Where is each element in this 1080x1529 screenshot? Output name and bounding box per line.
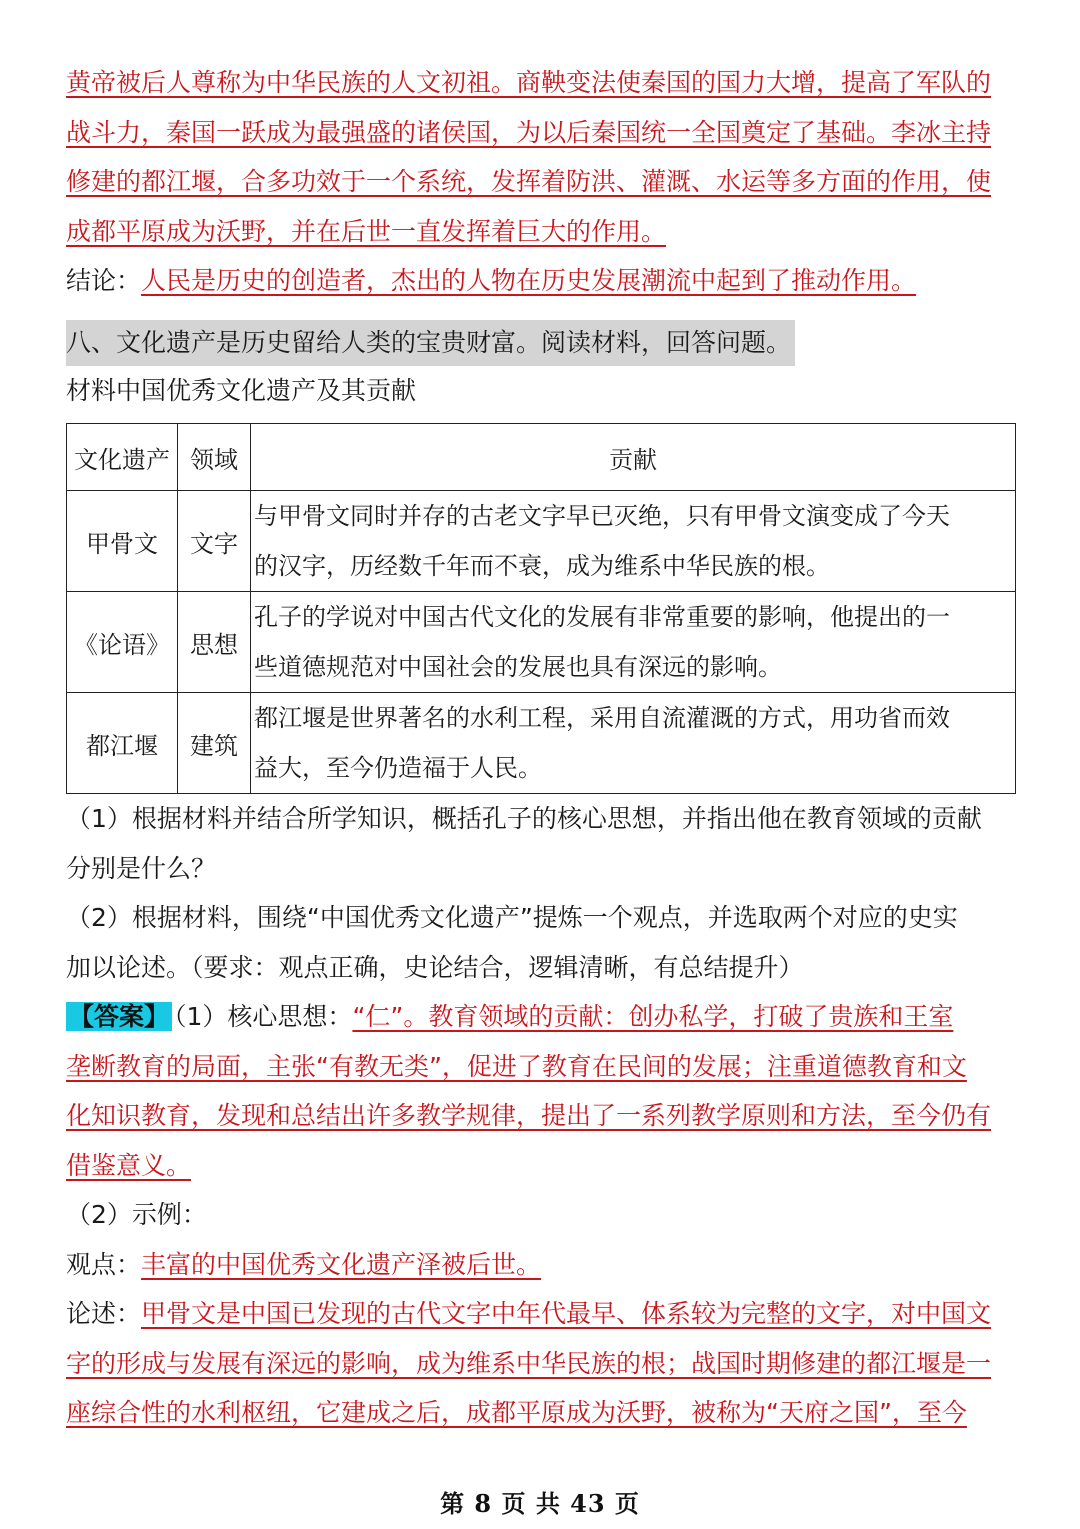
table-row [67,491,1016,592]
header-heritage: 文化遗产 [67,424,178,491]
argument-label: 论述： [66,1299,142,1328]
contribution-line: 些道德规范对中国社会的发展也具有深远的影响。 [254,653,782,681]
argument-text: 甲骨文是中国已发现的古代文字中年代最早、体系较为完整的文字，对中国文 [141,1299,992,1328]
section-heading: 八、文化遗产是历史留给人类的宝贵财富。阅读材料，回答问题。 [66,320,795,366]
answer-1-line-3: 化知识教育，发现和总结出许多教学规律，提出了一系列教学原则和方法，至今仍有 [66,1101,992,1130]
cell-field: 思想 [178,592,251,693]
conclusion-text: 人民是历史的创造者，杰出的人物在历史发展潮流中起到了推动作用。 [141,266,917,295]
cell-contribution [251,592,1016,693]
cell-heritage: 《论语》 [67,592,178,693]
conclusion [66,256,1016,306]
answer-2-label: （2）示例： [66,1200,207,1229]
answer-1-line-1 [66,992,1016,1042]
document-page [66,58,1016,1438]
argument-line-1 [66,1289,1016,1339]
view-label: 观点： [66,1249,142,1279]
answer-tag: 【答案】 [66,1002,172,1031]
header-field: 领域 [178,424,251,491]
contribution-line: 的汉字，历经数千年而不衰，成为维系中华民族的根。 [254,552,830,580]
page-footer: 第 8 页 共 43 页 [440,1489,640,1518]
intro-line-3: 修建的都江堰，合多功效于一个系统，发挥着防洪、灌溉、水运等多方面的作用，使 [66,167,992,196]
answer-1-line-4: 借鉴意义。 [66,1150,192,1180]
cell-contribution [251,693,1016,794]
cell-field: 文字 [178,491,251,592]
answer-1-prefix: （1）核心思想： [174,1002,353,1031]
intro-line-4: 成都平原成为沃野，并在后世一直发挥着巨大的作用。 [66,216,667,246]
contribution-line: 孔子的学说对中国古代文化的发展有非常重要的影响，他提出的一 [254,603,950,631]
table-row [67,693,1016,794]
header-contribution: 贡献 [251,424,1016,491]
intro-line-2: 战斗力，秦国一跃成为最强盛的诸侯国，为以后秦国统一全国奠定了基础。李冰主持 [66,117,992,147]
answer-view [66,1240,1016,1290]
argument-line-3: 座综合性的水利枢纽，它建成之后，成都平原成为沃野，被称为“天府之国”，至今 [66,1398,967,1427]
argument-line-2: 字的形成与发展有深远的影响，成为维系中华民族的根；战国时期修建的都江堰是一 [66,1348,992,1378]
question-2-line-1: （2）根据材料，围绕“中国优秀文化遗产”提炼一个观点，并选取两个对应的史实 [66,903,958,932]
intro-line-1: 黄帝被后人尊称为中华民族的人文初祖。商鞅变法使秦国的国力大增，提高了军队的 [66,68,992,97]
question-1-line-2: 分别是什么？ [66,853,217,883]
material-title: 材料中国优秀文化遗产及其贡献 [66,375,417,405]
cell-heritage: 甲骨文 [67,491,178,592]
cell-heritage: 都江堰 [67,693,178,794]
conclusion-label: 结论： [66,266,142,295]
cell-contribution [251,491,1016,592]
question-2-line-2: 加以论述。（要求：观点正确，史论结合，逻辑清晰，有总结提升） [66,952,804,982]
material-table [66,423,1016,794]
contribution-line: 都江堰是世界著名的水利工程，采用自流灌溉的方式，用功省而效 [254,704,950,732]
table-row [67,592,1016,693]
question-1-line-1: （1）根据材料并结合所学知识，概括孔子的核心思想，并指出他在教育领域的贡献 [66,804,982,833]
answer-1-line-2: 垄断教育的局面，主张“有教无类”，促进了教育在民间的发展；注重道德教育和文 [66,1051,967,1081]
view-text: 丰富的中国优秀文化遗产泽被后世。 [141,1249,542,1279]
contribution-line: 与甲骨文同时并存的古老文字早已灭绝，只有甲骨文演变成了今天 [254,502,950,530]
contribution-line: 益大，至今仍造福于人民。 [254,754,542,782]
answer-1-text: “仁”。教育领域的贡献：创办私学，打破了贵族和王室 [352,1002,954,1031]
table-header-row [67,424,1016,491]
cell-field: 建筑 [178,693,251,794]
